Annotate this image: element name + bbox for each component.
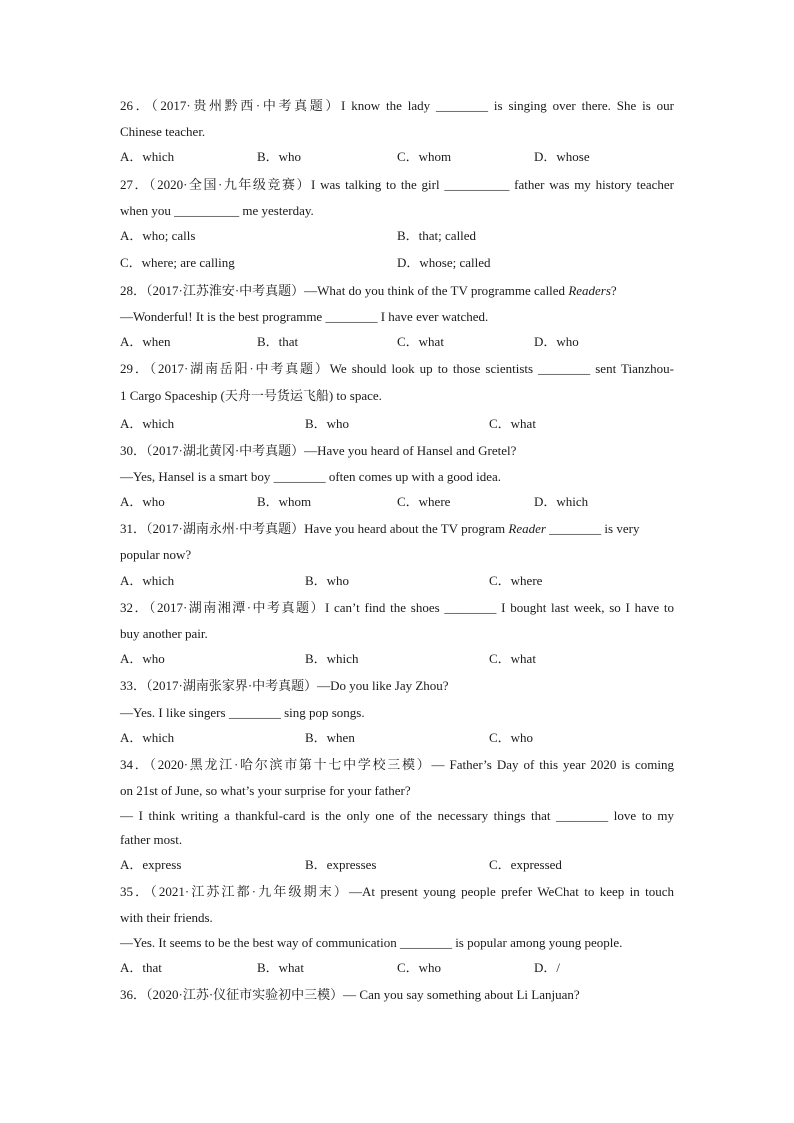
- option-c[interactable]: C．expressed: [489, 857, 562, 872]
- option-d[interactable]: D．which: [534, 494, 589, 509]
- question-27-options-row-2: [120, 255, 674, 271]
- question-35-line-3: —Yes. It seems to be the best way of communication ________ is popular among young people.: [120, 935, 623, 950]
- question-30-line-2: —Yes, Hansel is a smart boy ________ often comes up with a good idea.: [120, 469, 502, 484]
- option-c[interactable]: C．what: [489, 651, 536, 666]
- question-31-text: 31．（2017·湖南永州·中考真题）Have you heard about the TV program: [120, 521, 509, 536]
- question-29-options: [120, 416, 674, 432]
- option-a[interactable]: A．who: [120, 494, 165, 509]
- option-a[interactable]: A．which: [120, 573, 175, 588]
- question-36-line-1: 36．（2020·江苏·仪征市实验初中三模）— Can you say something about Li Lanjuan?: [120, 987, 580, 1002]
- question-32-options: [120, 651, 674, 667]
- question-30-options: [120, 494, 674, 510]
- option-b[interactable]: B．who: [257, 149, 302, 164]
- option-c[interactable]: C．what: [397, 334, 444, 349]
- question-33-line-1: 33．（2017·湖南张家界·中考真题）—Do you like Jay Zhou?: [120, 678, 449, 693]
- option-b[interactable]: B．that; called: [397, 228, 477, 243]
- question-34-line-4: father most.: [120, 832, 183, 847]
- option-c[interactable]: C．whom: [397, 149, 452, 164]
- question-32-line-1: 32．（2017·湖南湘潭·中考真题）I can’t find the shoes ________ I bought last week, so I have to: [120, 600, 674, 615]
- question-35-line-1: 35．（2021·江苏江都·九年级期末）—At present young people prefer WeChat to keep in touch: [120, 884, 674, 899]
- question-34-line-1: 34．（2020·黑龙江·哈尔滨市第十七中学校三模）— Father’s Day of this year 2020 is coming: [120, 757, 674, 772]
- question-34-line-3: — I think writing a thankful-card is the only one of the necessary things that ________ love to my: [120, 808, 674, 823]
- option-b[interactable]: B．expresses: [305, 857, 377, 872]
- question-28-italic-title: Readers: [568, 283, 611, 298]
- option-b[interactable]: B．who: [305, 573, 350, 588]
- question-26-line-2: Chinese teacher.: [120, 124, 206, 139]
- option-b[interactable]: B．that: [257, 334, 299, 349]
- question-35-options: [120, 960, 674, 976]
- question-33-options: [120, 730, 674, 746]
- option-a[interactable]: A．that: [120, 960, 162, 975]
- option-a[interactable]: A．which: [120, 416, 175, 431]
- question-28-line-1: [120, 283, 674, 299]
- option-a[interactable]: A．express: [120, 857, 182, 872]
- option-a[interactable]: A．which: [120, 149, 175, 164]
- option-a[interactable]: A．who; calls: [120, 228, 196, 243]
- option-b[interactable]: B．who: [305, 416, 350, 431]
- question-34-options: [120, 857, 674, 873]
- question-28-line-2: —Wonderful! It is the best programme ________ I have ever watched.: [120, 309, 489, 324]
- option-c[interactable]: C．what: [489, 416, 536, 431]
- question-31-italic-title: Reader: [508, 521, 546, 536]
- option-c[interactable]: C．where: [397, 494, 451, 509]
- question-26-options: [120, 149, 674, 165]
- question-26-line-1: 26．（2017·贵州黔西·中考真题）I know the lady ________ is singing over there. She is our: [120, 98, 674, 113]
- question-34-line-2: on 21st of June, so what’s your surprise for your father?: [120, 783, 411, 798]
- option-d[interactable]: D．whose: [534, 149, 590, 164]
- question-28-text: 28．（2017·江苏淮安·中考真题）—What do you think of the TV programme called: [120, 283, 569, 298]
- option-d[interactable]: D．/: [534, 960, 561, 975]
- option-a[interactable]: A．who: [120, 651, 165, 666]
- question-27-options-row-1: [120, 228, 674, 244]
- option-d[interactable]: D．whose; called: [397, 255, 491, 270]
- question-29-line-1: 29．（2017·湖南岳阳·中考真题）We should look up to those scientists ________ sent Tianzhou-: [120, 361, 674, 376]
- option-b[interactable]: B．what: [257, 960, 304, 975]
- question-31-line-1: [120, 521, 674, 537]
- option-a[interactable]: A．which: [120, 730, 175, 745]
- question-30-line-1: 30．（2017·湖北黄冈·中考真题）—Have you heard of Hansel and Gretel?: [120, 443, 517, 458]
- question-32-line-2: buy another pair.: [120, 626, 208, 641]
- question-27-line-2: when you __________ me yesterday.: [120, 203, 314, 218]
- option-b[interactable]: B．which: [305, 651, 359, 666]
- option-b[interactable]: B．whom: [257, 494, 312, 509]
- question-28-tail: ?: [610, 283, 617, 298]
- question-33-line-2: —Yes. I like singers ________ sing pop songs.: [120, 705, 365, 720]
- question-31-line-2: popular now?: [120, 547, 192, 562]
- option-c[interactable]: C．where: [489, 573, 543, 588]
- question-29-line-2: 1 Cargo Spaceship (天舟一号货运飞船) to space.: [120, 388, 382, 403]
- question-27-line-1: 27．（2020·全国·九年级竞赛）I was talking to the girl __________ father was my history teacher: [120, 177, 674, 192]
- question-31-tail: ________ is very: [545, 521, 640, 536]
- option-c[interactable]: C．who: [397, 960, 442, 975]
- option-a[interactable]: A．when: [120, 334, 171, 349]
- option-c[interactable]: C．who: [489, 730, 534, 745]
- question-35-line-2: with their friends.: [120, 910, 213, 925]
- question-28-options: [120, 334, 674, 350]
- question-31-options: [120, 573, 674, 589]
- option-d[interactable]: D．who: [534, 334, 579, 349]
- option-b[interactable]: B．when: [305, 730, 355, 745]
- option-c[interactable]: C．where; are calling: [120, 255, 235, 270]
